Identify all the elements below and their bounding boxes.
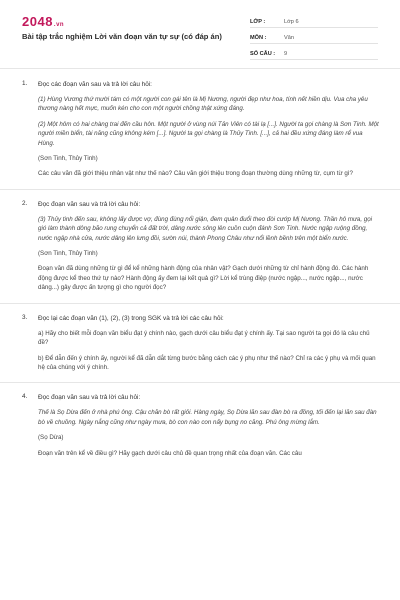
meta-value: Văn	[284, 35, 294, 41]
question-text: a) Hãy cho biết mỗi đoạn văn biểu đạt ý chính nào, gạch dưới câu biểu đạt ý chính ấy. Tại sao người ta gọi đó là câu chủ đề?	[38, 329, 370, 347]
question-divider	[0, 303, 400, 304]
passage-paragraph: (2) Một hôm có hai chàng trai đến cầu hôn. Một người ở vùng núi Tản Viên có tài lạ [...]. Người ta gọi chàng là Sơn Tinh. Một người miền biển, tài năng cũng không kém [...]. Người ta gọi chàng là Thủy Tinh. [...], cả hai đều xứng đáng làm rể vua Hùng.	[38, 120, 379, 147]
question-2	[0, 200, 400, 293]
meta-panel	[250, 14, 378, 62]
site-logo[interactable]	[22, 14, 64, 29]
question-list	[0, 80, 400, 458]
passage-source: (Sơn Tinh, Thủy Tinh)	[38, 155, 98, 163]
question-text: b) Để dẫn đến ý chính ấy, người kể đã dẫn dắt từng bước bằng cách các ý phụ như thế nào? Chỉ ra các ý phụ và mối quan hệ của chúng với ý chính.	[38, 354, 376, 371]
question-number: 1.	[22, 80, 28, 87]
document-title: Bài tập trắc nghiệm Lời văn đoạn văn tự sự (có đáp án)	[22, 32, 222, 41]
passage-source: (Sơn Tinh, Thủy Tinh)	[38, 250, 98, 258]
question-1	[0, 80, 400, 179]
passage-paragraph: Thế là Sọ Dừa đến ở nhà phú ông. Cậu chăn bò rất giỏi. Hàng ngày, Sọ Dừa lăn sau đàn bò ra đồng, tối đến lại lăn sau đàn bò về chuồng. Ngày nắng cũng như ngày mưa, bò con nào con nấy bụng no căng. Phú ông mừng lắm.	[38, 409, 377, 426]
header-divider	[0, 68, 400, 69]
question-prompt: Đọc đoạn văn sau và trả lời câu hỏi:	[38, 394, 141, 402]
question-number: 2.	[22, 199, 28, 207]
question-text: Các câu văn đã giới thiệu nhân vật như thế nào? Câu văn giới thiệu trong đoạn thường dùng những từ, cụm từ gì?	[38, 170, 353, 178]
meta-row-class	[250, 14, 378, 28]
question-number: 4.	[22, 393, 28, 401]
meta-value: 9	[284, 51, 288, 57]
logo-main: 2048	[22, 14, 53, 29]
question-3	[0, 314, 400, 373]
question-4	[0, 393, 400, 458]
logo-sub: .vn	[53, 22, 65, 28]
meta-row-subject	[250, 30, 378, 44]
document-header	[0, 0, 400, 66]
passage-source: (Sọ Dừa)	[38, 434, 64, 442]
passage-paragraph: (1) Hùng Vương thứ mười tám có một người con gái tên là Mị Nương, người đẹp như hoa, tính nết hiền dịu. Vua cha yêu thương nàng hết mực, muốn kén cho con một người chồng thật xứng đáng.	[38, 96, 368, 113]
question-prompt: Đọc các đoạn văn sau và trả lời câu hỏi:	[38, 81, 152, 88]
question-prompt: Đọc đoạn văn sau và trả lời câu hỏi:	[38, 200, 141, 208]
passage-paragraph: (3) Thủy tinh đến sau, không lấy được vợ, đùng đùng nổi giận, đem quân đuổi theo đòi cướp Mị Nương. Thần hô mưa, gọi gió làm thành dông bão rung chuyển cả đất trời, dâng nước sông lên cuồn cuộn đánh Sơn Tinh. Nước ngập ruộng đồng, nước ngập nhà cửa, nước dâng lên lưng đồi, sườn núi, thành Phong Châu như nổi lềnh bềnh trên một biển nước.	[38, 215, 373, 242]
meta-value: Lớp 6	[284, 19, 299, 25]
question-number: 3.	[22, 313, 28, 321]
question-divider	[0, 189, 400, 190]
meta-row-count	[250, 46, 378, 60]
question-text: Đoạn văn trên kể về điều gì? Hãy gạch dưới câu chủ đề quan trọng nhất của đoạn văn. Các câu	[38, 449, 302, 457]
question-prompt: Đọc lại các đoạn văn (1), (2), (3) trong SGK và trả lời các câu hỏi:	[38, 314, 224, 322]
meta-label: MÔN :	[250, 35, 267, 41]
meta-label: LỚP :	[250, 19, 266, 25]
question-text: Đoạn văn đã dùng những từ gì để kể những hành động của nhân vật? Gạch dưới những từ chỉ hành động đó. Các hành động được kể theo thứ tự nào? Hành động ấy đem lại kết quả gì? Lời kể trùng điệp (nước ngập..., nước ngập..., nước dâng...) gây được ấn tượng gì cho người đọc?	[38, 265, 369, 292]
meta-label: SỐ CÂU :	[250, 51, 276, 57]
question-divider	[0, 382, 400, 383]
